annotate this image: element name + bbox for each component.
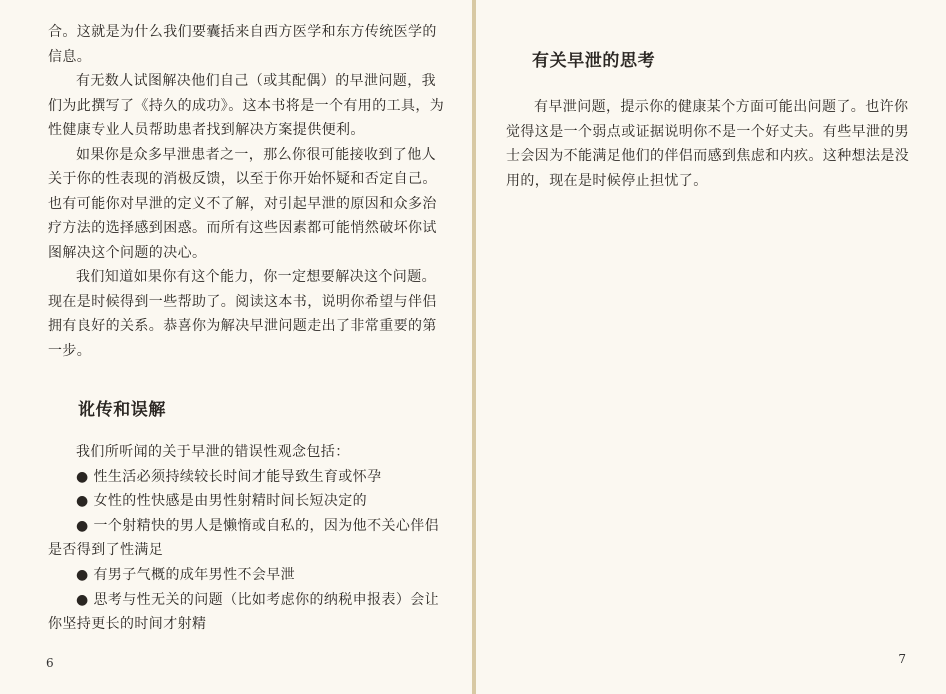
- myth-list: [48, 440, 448, 637]
- paragraph: 合。这就是为什么我们要囊括来自西方医学和东方传统医学的信息。: [48, 24, 437, 65]
- left-page: [0, 0, 472, 694]
- list-item: ● 性生活必须持续较长时间才能导致生育或怀孕: [76, 468, 382, 485]
- left-body-text: [48, 20, 448, 363]
- page-number: 6: [46, 656, 54, 670]
- list-item: ● 一个射精快的男人是懒惰或自私的，因为他不关心伴侣是否得到了性满足: [48, 517, 440, 559]
- page-number: 7: [898, 652, 906, 666]
- paragraph: 有早泄问题，提示你的健康某个方面可能出问题了。也许你觉得这是一个弱点或证据说明你不是一个好丈夫。有些早泄的男士会因为不能满足他们的伴侣而感到焦虑和内疚。这种想法是没用的，现在是时候停止担忧了。: [506, 99, 910, 189]
- paragraph: 如果你是众多早泄患者之一，那么你很可能接收到了他人关于你的性表现的消极反馈，以至于你开始怀疑和否定自己。也有可能你对早泄的定义不了解，对引起早泄的原因和众多治疗方法的选择感到困惑。而所有这些因素都可能悄然破坏你试图解决这个问题的决心。: [48, 146, 437, 261]
- section-heading: 讹传和误解: [78, 400, 166, 420]
- list-item: ● 女性的性快感是由男性射精时间长短决定的: [76, 493, 368, 510]
- right-body-text: [506, 95, 910, 193]
- list-item: ● 思考与性无关的问题（比如考虑你的纳税申报表）会让你坚持更长的时间才射精: [48, 591, 440, 633]
- paragraph: 有无数人试图解决他们自己（或其配偶）的早泄问题，我们为此撰写了《持久的成功》。这本书将是一个有用的工具，为性健康专业人员帮助患者找到解决方案提供便利。: [48, 73, 445, 138]
- section-heading: 有关早泄的思考: [532, 51, 656, 71]
- list-item: ● 有男子气概的成年男性不会早泄: [76, 566, 296, 583]
- paragraph: 我们知道如果你有这个能力，你一定想要解决这个问题。现在是时候得到一些帮助了。阅读这本书，说明你希望与伴侣拥有良好的关系。恭喜你为解决早泄问题走出了非常重要的第一步。: [48, 269, 437, 359]
- right-page: [476, 0, 946, 694]
- myth-intro: 我们所听闻的关于早泄的错误性观念包括：: [76, 444, 350, 460]
